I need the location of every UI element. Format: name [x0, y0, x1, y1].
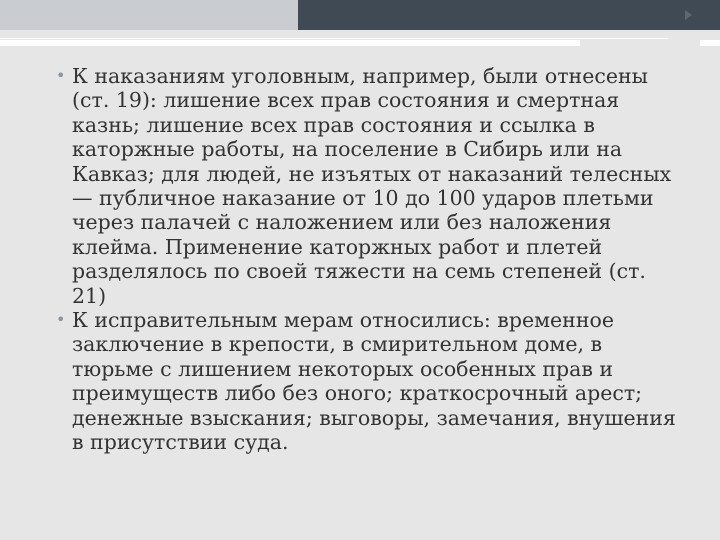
- divider-thin: [0, 38, 668, 39]
- arrow-right-icon: [685, 10, 692, 20]
- list-item: [56, 64, 686, 308]
- bullet-icon: •: [56, 310, 66, 330]
- bullet-list: [56, 64, 686, 455]
- bullet-text: К исправительным мерам относились: временное заключение в крепости, в смирительном доме, в тюрьме с лишением некоторых особенных прав и преимуществ либо без оного; краткосрочный арест; денежные взыскания; выговоры, замечания, внушения в присутствии суда.: [72, 308, 676, 455]
- divider-right: [700, 40, 720, 46]
- slide-body: [56, 64, 686, 455]
- list-item: [56, 308, 686, 454]
- divider-left: [0, 40, 580, 46]
- bullet-icon: •: [56, 66, 66, 85]
- bullet-text: К наказаниям уголовным, например, были отнесены (ст. 19): лишение всех прав состояния и смертная казнь; лишение всех прав состояния и ссылка в каторжные работы, на поселение в Сибирь или на Кавказ; для людей, не изъятых от наказаний телесных — публичное наказание от 10 до 100 ударов плетьми через палачей с наложением или без наложения клейма. Применение каторжных работ и плетей разделялось по своей тяжести на семь степеней (ст. 21): [72, 64, 672, 308]
- header-band-dark: [298, 0, 720, 30]
